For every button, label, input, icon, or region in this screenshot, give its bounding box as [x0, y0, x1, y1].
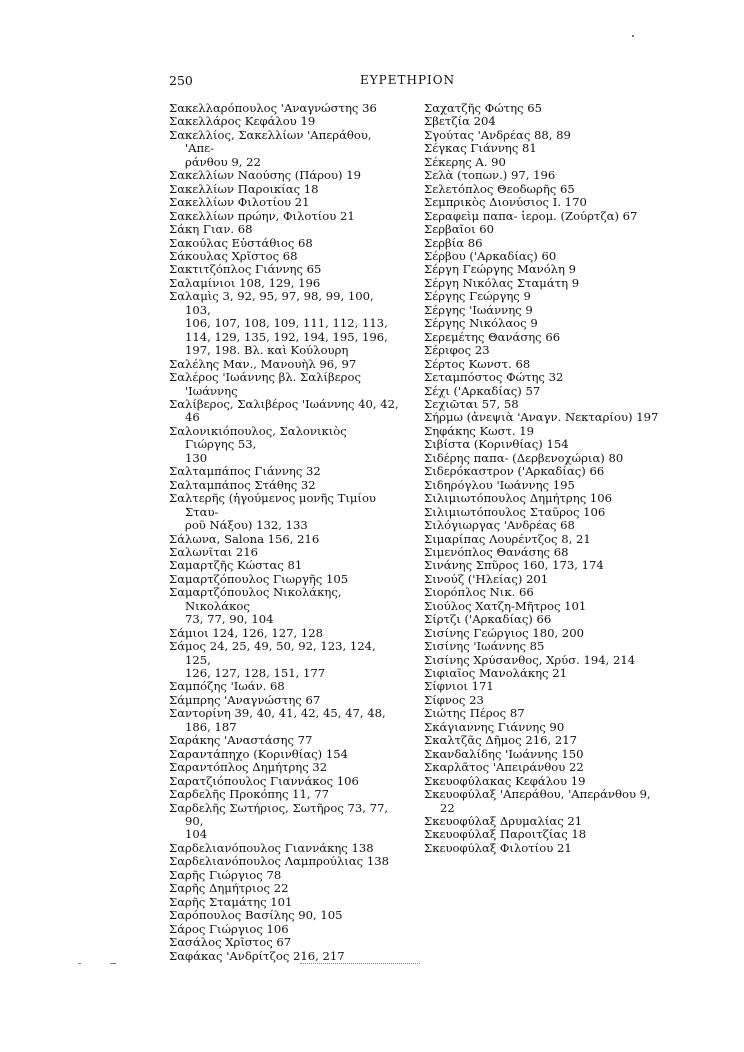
index-entry-line: Σίρτζι ('Αρκαδίας) 66 — [424, 612, 552, 627]
index-entry-line: 130 — [185, 450, 208, 465]
index-entry — [169, 290, 399, 357]
index-entry — [169, 398, 399, 425]
index-entry-line: Σαρῆς Γιώργιος 78 — [169, 867, 282, 882]
index-entry — [424, 129, 666, 142]
index-entry — [424, 694, 666, 707]
index-entry — [169, 169, 399, 182]
index-entry — [169, 196, 399, 209]
index-entry — [169, 237, 399, 250]
index-entry — [169, 896, 399, 909]
index-entry-line: Σαλέρος 'Ιωάννης βλ. Σαλίβερος 'Ιωάννης — [169, 370, 361, 398]
index-entry-line: Σάκη Γιαν. 68 — [169, 222, 253, 237]
index-entry — [424, 573, 666, 586]
index-entry — [169, 277, 399, 290]
index-entry-line: Σήρμω (ἀνεψιὰ 'Αναγν. Νεκταρίου) 197 — [424, 410, 659, 425]
index-entry-line: Σιώτης Πέρος 87 — [424, 706, 525, 721]
index-entry — [169, 680, 399, 693]
index-column-left — [169, 102, 399, 963]
index-entry-line: Σαλταμπάπος Στάθης 32 — [169, 477, 316, 492]
index-entry-line: Σηφάκης Κωστ. 19 — [424, 423, 535, 438]
index-entry — [424, 559, 666, 572]
index-entry — [169, 425, 399, 465]
index-entry — [424, 223, 666, 236]
index-entry — [169, 102, 399, 115]
index-entry — [169, 533, 399, 546]
index-entry-line: Σβετζία 204 — [424, 114, 496, 129]
index-entry-line: Σάρος Γιώργιος 106 — [169, 921, 289, 936]
index-entry — [424, 290, 666, 303]
index-entry — [424, 828, 666, 841]
index-entry-line: Σκευοφύλακας Κεφάλου 19 — [424, 773, 586, 788]
index-entry — [424, 546, 666, 559]
index-entry-line: Σέκερης Α. 90 — [424, 154, 506, 169]
index-entry-line: Σαλίβερος, Σαλιβέρος 'Ιωάννης 40, 42, 46 — [169, 396, 399, 425]
index-entry — [424, 654, 666, 667]
index-entry-line: Σάκουλας Χρῖστος 68 — [169, 248, 298, 263]
index-entry-line: Σαρῆς Δημήτριος 22 — [169, 881, 289, 896]
index-entry — [424, 452, 666, 465]
index-entry-line: Σέρτος Κωνστ. 68 — [424, 356, 531, 371]
index-entry — [169, 748, 399, 761]
index-entry-line: 106, 107, 108, 109, 111, 112, 113, — [185, 316, 388, 331]
index-entry — [169, 923, 399, 936]
index-entry-line: ράνθου 9, 22 — [185, 154, 261, 169]
index-entry — [424, 465, 666, 478]
index-entry-line: Σιορόπλος Νικ. 66 — [424, 585, 534, 600]
index-entry-line: Σιδερόκαστρον ('Αρκαδίας) 66 — [424, 464, 605, 479]
index-entry-line: Σεταμπόστος Φώτης 32 — [424, 370, 564, 385]
index-entry — [424, 115, 666, 128]
index-entry — [169, 640, 399, 680]
index-entry-line: Σέργης Νικόλαος 9 — [424, 316, 538, 331]
index-entry-line: Σαμαρτζόπουλος Γιωργῆς 105 — [169, 571, 349, 586]
index-entry-line: Σασάλος Χρῖστος 67 — [169, 935, 292, 950]
index-entry — [169, 869, 399, 882]
index-entry — [424, 237, 666, 250]
index-entry — [424, 627, 666, 640]
index-entry-line: Σαλτερῆς (ἡγούμενος μονῆς Τιμίου Σταυ- — [169, 491, 376, 519]
index-entry — [169, 734, 399, 747]
index-entry-line: 104 — [185, 827, 208, 842]
index-entry — [169, 559, 399, 572]
index-entry — [424, 519, 666, 532]
index-entry — [424, 425, 666, 438]
index-entry-line: Σαχατζῆς Φώτης 65 — [424, 101, 542, 115]
index-entry-line: Σιδηρόγλου 'Ιωάννης 195 — [424, 477, 575, 492]
index-entry-line: 73, 77, 90, 104 — [185, 612, 274, 627]
index-entry — [169, 492, 399, 532]
index-entry-line: Σακούλας Εὐστάθιος 68 — [169, 235, 313, 250]
index-entry-line: Σακελλίων πρώην, Φιλοτίου 21 — [169, 208, 355, 223]
index-entry-line: Σάμιοι 124, 126, 127, 128 — [169, 625, 323, 640]
index-entry — [169, 936, 399, 949]
index-entry-line: Σακτιτζόπλος Γιάννης 65 — [169, 262, 322, 277]
index-entry — [424, 761, 666, 774]
index-entry — [424, 398, 666, 411]
running-head-title: ΕΥΡΕΤΗΡΙΟΝ — [360, 73, 456, 87]
index-entry — [169, 788, 399, 801]
index-entry — [424, 344, 666, 357]
index-entry — [169, 371, 399, 398]
index-entry-line: Σινούζ ('Ηλείας) 201 — [424, 571, 549, 586]
index-entry — [169, 183, 399, 196]
index-entry — [169, 909, 399, 922]
index-entry — [169, 129, 399, 169]
index-entry-line: Σάλωνα, Salona 156, 216 — [169, 531, 320, 546]
index-entry-line: Σαμαρτζῆς Κώστας 81 — [169, 558, 303, 573]
index-entry-line: Σκάγιαννης Γιάννης 90 — [424, 719, 565, 734]
index-entry-line: ροῦ Νάξου) 132, 133 — [185, 518, 308, 533]
index-entry — [424, 277, 666, 290]
index-entry-line: Σαλαμίνιοι 108, 129, 196 — [169, 275, 321, 290]
index-entry-line: Σακελλάρος Κεφάλου 19 — [169, 114, 316, 129]
index-entry-line: Σεμπρικὸς Διονύσιος Ι. 170 — [424, 195, 587, 210]
index-entry — [424, 250, 666, 263]
index-entry-line: Σαλωνῖται 216 — [169, 544, 259, 559]
index-entry-line: 114, 129, 135, 192, 194, 195, 196, — [185, 329, 388, 344]
index-entry-line: Σακελλίων Ναούσης (Πάρου) 19 — [169, 168, 362, 183]
index-entry — [424, 142, 666, 155]
index-entry-line: Σγούτας 'Ανδρέας 88, 89 — [424, 127, 571, 142]
index-entry — [169, 802, 399, 842]
index-entry — [169, 707, 399, 734]
index-entry — [424, 667, 666, 680]
index-entry — [424, 640, 666, 653]
index-entry-line: Σερβία 86 — [424, 235, 483, 250]
index-entry — [169, 842, 399, 855]
index-entry — [169, 855, 399, 868]
index-entry-line: Σακελλίος, Σακελλίων 'Απεράθου, 'Απε- — [169, 127, 372, 156]
index-entry-line: Σελὰ (τοπων.) 97, 196 — [424, 168, 556, 183]
index-entry-line: Σελετόπλος Θεοδωρῆς 65 — [424, 181, 575, 196]
index-entry-line: Σέργης 'Ιωάννης 9 — [424, 302, 533, 317]
index-entry-line: Σίφνιοι 171 — [424, 679, 494, 694]
index-entry-line: Σκαλτζᾶς Δῆμος 216, 217 — [424, 733, 577, 748]
index-entry — [169, 358, 399, 371]
index-entry — [424, 438, 666, 451]
index-entry — [424, 210, 666, 223]
index-entry-line: Σαραντόπλος Δημήτρης 32 — [169, 760, 328, 775]
index-entry — [169, 882, 399, 895]
index-entry — [424, 721, 666, 734]
index-entry-line: Σκαρλᾶτος 'Απειράνθου 22 — [424, 760, 584, 775]
index-entry — [424, 317, 666, 330]
index-entry — [424, 680, 666, 693]
index-entry-line: Σιμαρίπας Λουρέντζος 8, 21 — [424, 531, 591, 546]
index-entry-line: Σιλόγιωργας 'Ανδρέας 68 — [424, 518, 575, 533]
index-entry — [169, 210, 399, 223]
index-entry-line: Σιδέρης παπα- (Δερβενοχώρια) 80 — [424, 450, 624, 465]
index-entry-line: Σίφνος 23 — [424, 692, 484, 707]
index-entry-line: Σακελλίων Φιλοτίου 21 — [169, 195, 310, 210]
index-entry — [424, 304, 666, 317]
index-entry — [424, 411, 666, 424]
index-entry — [169, 223, 399, 236]
index-entry-line: Σαρατζιόπουλος Γιαννάκος 106 — [169, 773, 359, 788]
index-entry-line: Σεχιῶται 57, 58 — [424, 396, 519, 411]
index-entry — [424, 492, 666, 505]
index-entry-line: Σερβαῖοι 60 — [424, 222, 495, 237]
index-entry — [169, 263, 399, 276]
index-entry — [169, 775, 399, 788]
index-entry-line: Σέργης Γεώργης 9 — [424, 289, 531, 304]
index-entry — [424, 183, 666, 196]
index-entry-line: Σαρόπουλος Βασίλης 90, 105 — [169, 908, 343, 923]
index-entry — [169, 694, 399, 707]
index-entry — [424, 815, 666, 828]
index-entry-line: Σιβίστα (Κορινθίας) 154 — [424, 437, 569, 452]
index-entry-line: Σέργη Γεώργης Μανόλη 9 — [424, 262, 577, 277]
index-entry-line: Σαρδελιανόπουλος Λαμπρούλιας 138 — [169, 854, 389, 869]
index-entry — [424, 385, 666, 398]
index-entry-line: Σκευοφύλαξ 'Απεράθου, 'Απεράνθου 9, 22 — [424, 787, 651, 815]
index-entry — [169, 465, 399, 478]
index-entry-line: Σαρδελῆς Προκόπης 11, 77 — [169, 787, 330, 802]
index-entry-line: Σκευοφύλαξ Φιλοτίου 21 — [424, 840, 572, 855]
index-entry-line: Σιμενόπλος Θανάσης 68 — [424, 544, 569, 559]
index-entry — [424, 775, 666, 788]
index-entry-line: Σαρδελῆς Σωτήριος, Σωτῆρος 73, 77, 90, — [169, 800, 389, 829]
index-entry — [169, 950, 399, 963]
scan-speck — [78, 963, 81, 964]
index-entry — [424, 600, 666, 613]
index-entry-line: Σισίνης Γεώργιος 180, 200 — [424, 625, 584, 640]
index-entry-line: Σαρῆς Σταμάτης 101 — [169, 894, 293, 909]
index-entry-line: Σαλταμπάπος Γιάννης 32 — [169, 464, 321, 479]
index-entry-line: Σιφιαῖος Μανολάκης 21 — [424, 666, 567, 681]
index-entry — [424, 842, 666, 855]
index-entry — [169, 479, 399, 492]
index-entry — [424, 156, 666, 169]
index-entry-line: Σαράκης 'Αναστάσης 77 — [169, 733, 313, 748]
index-entry-line: Σιλιμιωτόπουλος Σταῦρος 106 — [424, 504, 606, 519]
index-entry-line: Σκευοφύλαξ Παροιτζίας 18 — [424, 827, 587, 842]
index-entry-line: Σαφάκας 'Ανδρίτζος 216, 217 — [169, 948, 345, 963]
index-entry-line: 197, 198. Βλ. καὶ Κούλουρη — [185, 343, 349, 358]
index-entry-line: Σαντορίνη 39, 40, 41, 42, 45, 47, 48, — [169, 706, 386, 721]
scan-speck — [110, 963, 116, 964]
index-entry — [169, 627, 399, 640]
index-entry-line: Σινάνης Σπῦρος 160, 173, 174 — [424, 558, 604, 573]
index-entry-line: Σέργη Νικόλας Σταμάτη 9 — [424, 275, 580, 290]
index-entry-line: Σακελλαρόπουλος 'Αναγνώστης 36 — [169, 101, 377, 115]
index-entry — [169, 546, 399, 559]
index-entry — [169, 115, 399, 128]
index-entry — [424, 371, 666, 384]
index-entry — [424, 358, 666, 371]
index-entry — [169, 250, 399, 263]
index-entry — [169, 573, 399, 586]
index-entry-line: Σαλαμὶς 3, 92, 95, 97, 98, 99, 100, 103, — [169, 289, 374, 317]
index-entry-line: 126, 127, 128, 151, 177 — [185, 666, 326, 681]
page-number: 250 — [169, 73, 193, 88]
index-entry-line: Σάμος 24, 25, 49, 50, 92, 123, 124, 125, — [169, 639, 376, 667]
index-entry-line: Σαλέλης Μαν., Μανουὴλ 96, 97 — [169, 356, 357, 371]
index-entry — [424, 263, 666, 276]
index-entry — [424, 506, 666, 519]
index-entry — [424, 748, 666, 761]
index-entry-line: Σισίνης Χρύσανθος, Χρύσ. 194, 214 — [424, 652, 636, 667]
index-entry — [424, 788, 666, 815]
index-entry — [424, 734, 666, 747]
index-entry-line: Σιλιμιωτόπουλος Δημήτρης 106 — [424, 491, 613, 506]
index-entry-line: Σαλονικιόπουλος, Σαλονικιὸς Γιώργης 53, — [169, 423, 347, 452]
index-entry-line: Σέριφος 23 — [424, 343, 490, 358]
index-entry-line: Σέχι ('Αρκαδίας) 57 — [424, 383, 541, 398]
index-entry-line: Σέγκας Γιάννης 81 — [424, 141, 537, 156]
index-entry-line: Σαμπόζης 'Ιωάν. 68 — [169, 679, 285, 694]
index-entry-line: Σαμαρτζόπουλος Νικολάκης, Νικολάκος — [169, 585, 342, 613]
index-entry-line: Σκευοφύλαξ Δρυμαλίας 21 — [424, 814, 583, 829]
index-entry-line: Σακελλίων Παροικίας 18 — [169, 181, 319, 196]
index-entry-line: 186, 187 — [185, 719, 237, 734]
index-column-right — [424, 102, 666, 855]
index-entry — [424, 102, 666, 115]
index-entry-line: Σέρβου ('Αρκαδίας) 60 — [424, 248, 557, 263]
index-entry — [424, 479, 666, 492]
index-entry-line: Σισίνης 'Ιωάννης 85 — [424, 639, 545, 654]
index-entry — [169, 586, 399, 626]
index-entry — [424, 586, 666, 599]
index-entry — [424, 533, 666, 546]
index-entry — [424, 613, 666, 626]
index-entry-line: Σαρδελιανόπουλος Γιαννάκης 138 — [169, 840, 374, 855]
index-entry-line: Σιούλος Χατζη-Μῆτρος 101 — [424, 598, 587, 613]
index-entry-line: Σαραντάπηχο (Κορινθίας) 154 — [169, 746, 348, 761]
index-entry — [424, 707, 666, 720]
scan-speck — [632, 35, 634, 37]
bottom-scan-rule — [300, 963, 420, 965]
index-entry-line: Σκανδαλίδης 'Ιωάννης 150 — [424, 746, 584, 761]
index-entry-line: Σεραφεὶμ παπα- ἱερομ. (Ζούρτζα) 67 — [424, 208, 638, 223]
index-entry — [424, 196, 666, 209]
index-entry — [424, 331, 666, 344]
index-entry-line: Σερεμέτης Θανάσης 66 — [424, 329, 561, 344]
index-entry — [424, 169, 666, 182]
index-entry-line: Σάμπρης 'Αναγνώστης 67 — [169, 692, 321, 707]
index-entry — [169, 761, 399, 774]
